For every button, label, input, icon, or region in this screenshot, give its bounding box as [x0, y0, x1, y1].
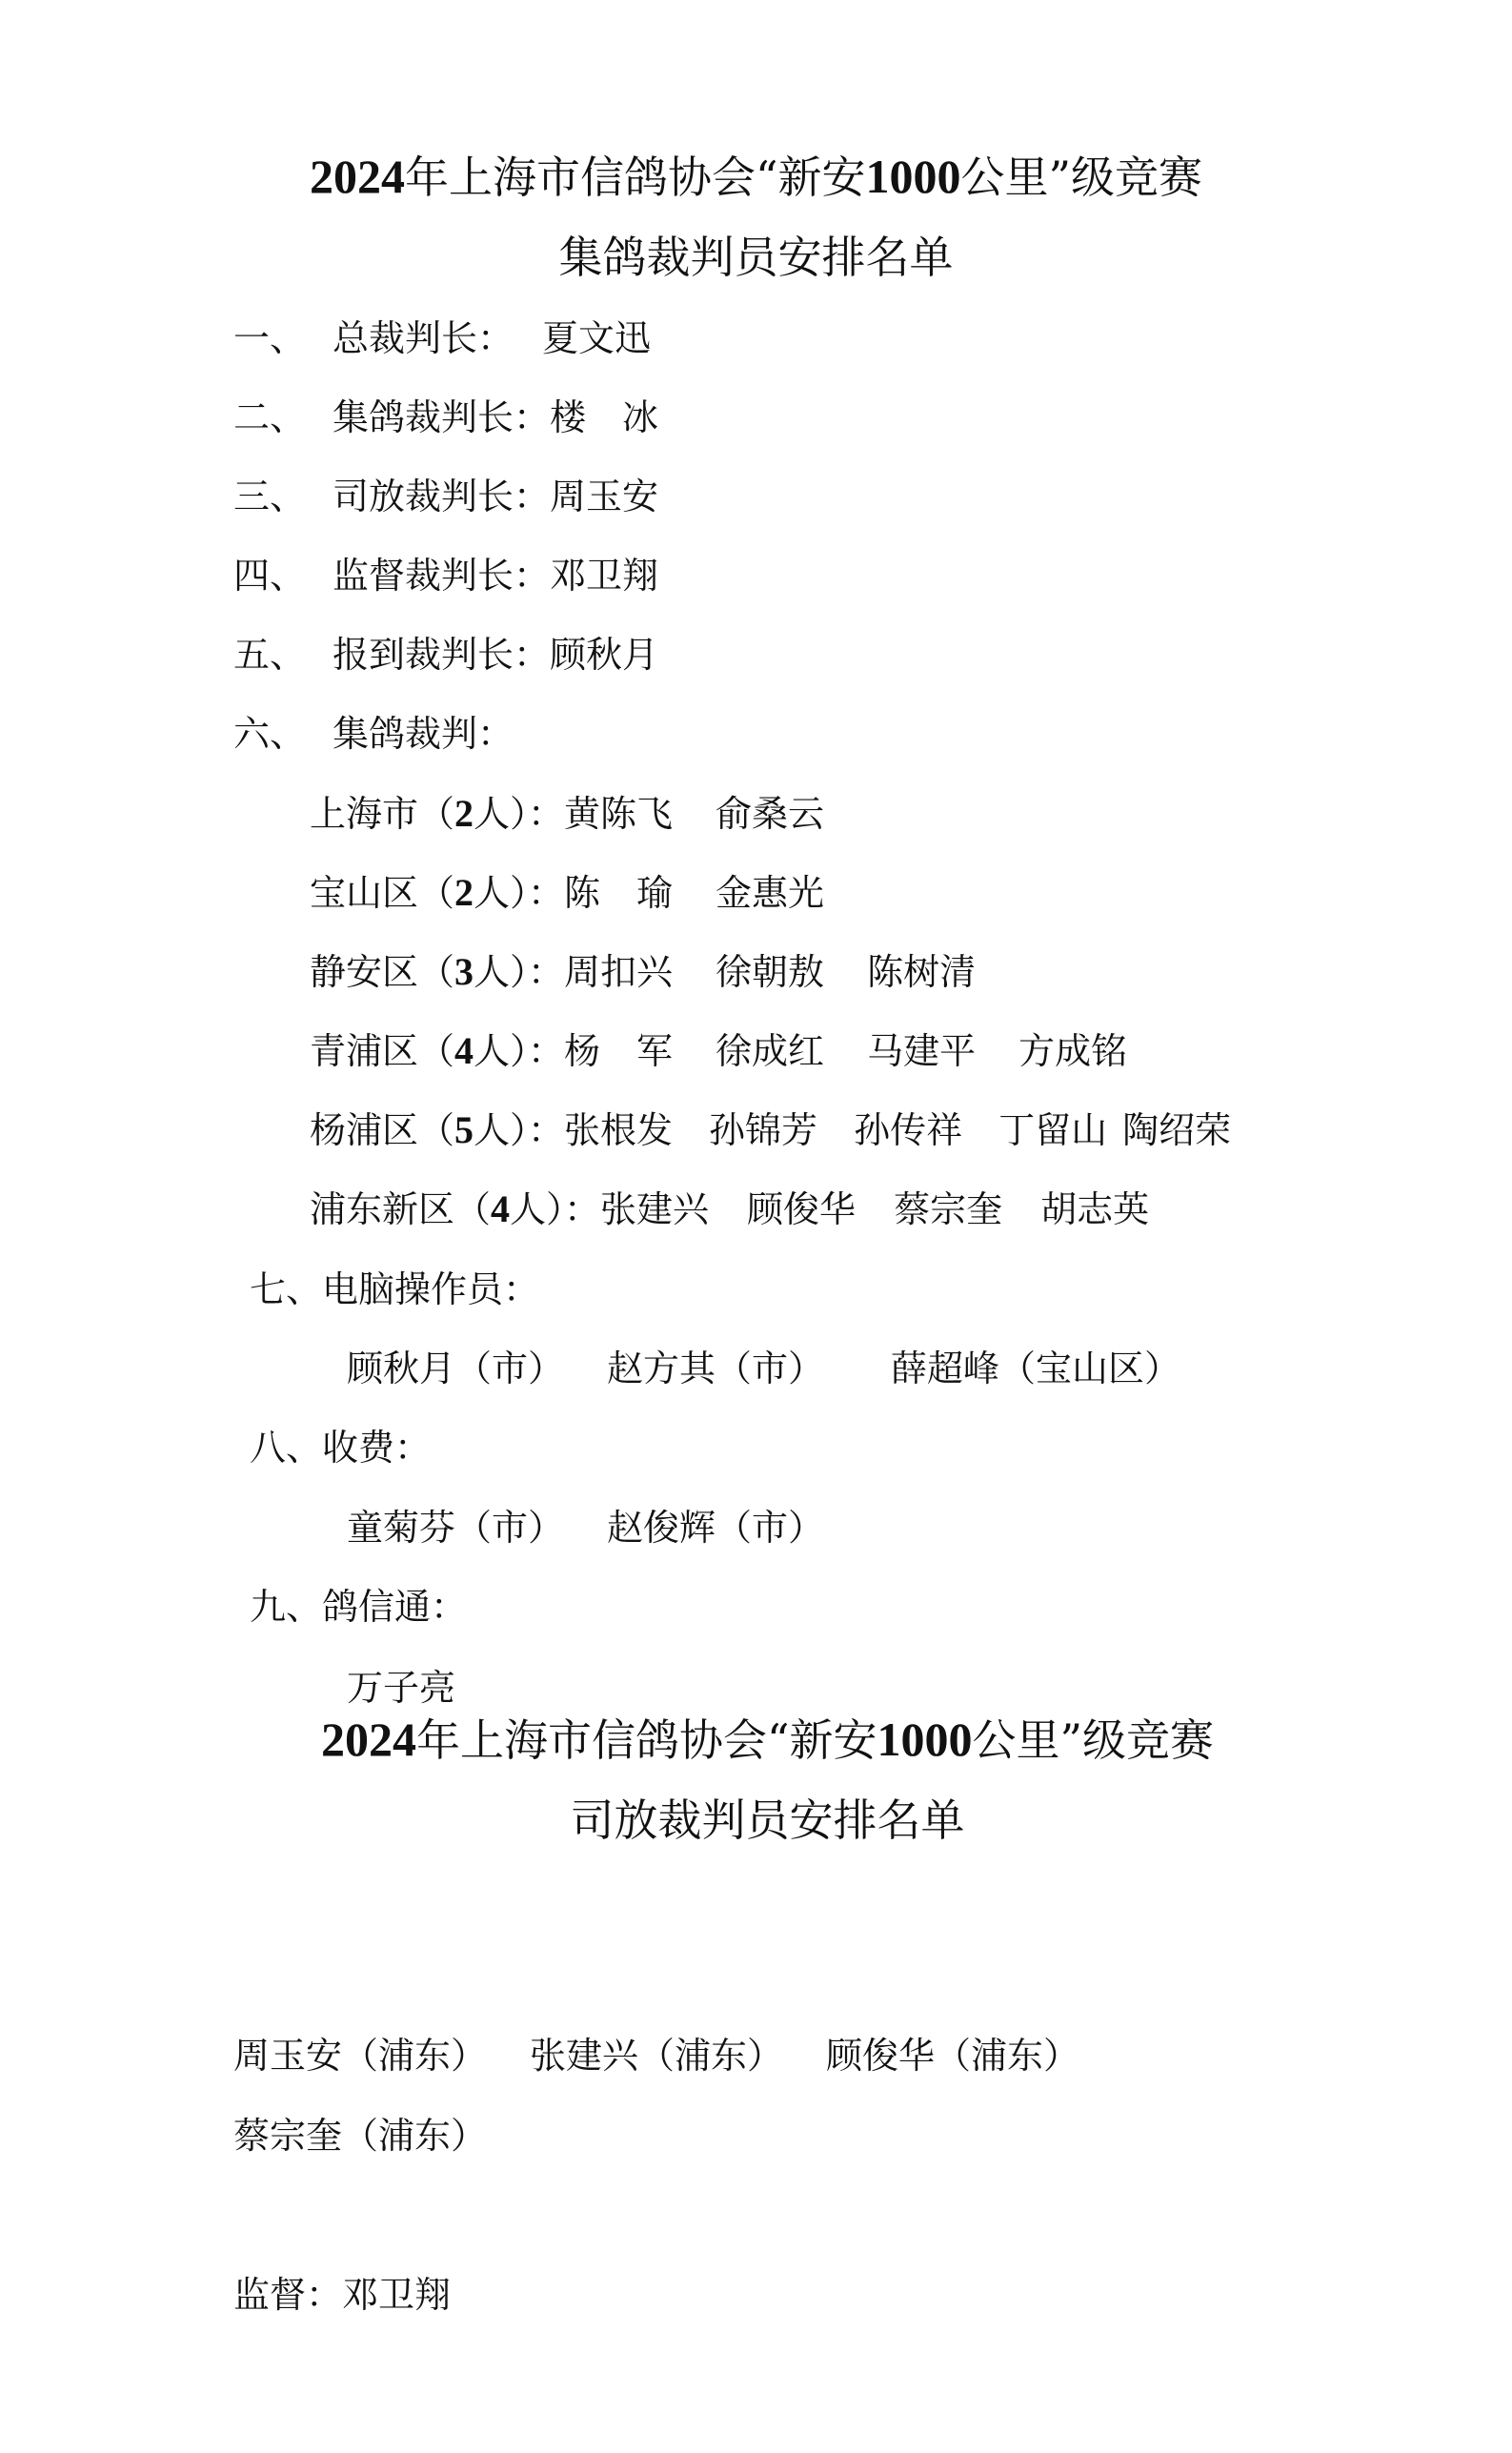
person: 孙锦芳 — [709, 1109, 818, 1151]
item-label: 报到裁判长： — [333, 634, 551, 676]
item-label: 总裁判长： — [333, 317, 514, 359]
item-chief-referee — [233, 314, 651, 362]
title-distance: 1000 — [865, 150, 961, 203]
person: 杨 军 — [564, 1030, 674, 1072]
district-unit: 人）： — [474, 1109, 565, 1151]
person: 方成铭 — [1018, 1030, 1128, 1072]
section1-subtitle: 集鸽裁判员安排名单 — [558, 232, 954, 283]
person: 徐成红 — [716, 1030, 825, 1072]
item-supervisor-chief — [233, 552, 658, 599]
release-row-2 — [233, 2112, 487, 2159]
person: 陶绍荣 — [1122, 1109, 1232, 1151]
item-index: 四、 — [233, 555, 307, 597]
item-label: 集鸽裁判： — [333, 713, 514, 755]
title-year: 2024 — [309, 150, 405, 203]
item-registration-chief — [233, 631, 658, 679]
computer-heading: 七、电脑操作员： — [250, 1268, 540, 1310]
person: 丁留山 — [998, 1109, 1108, 1151]
district-row — [310, 869, 824, 917]
district-count: 2 — [454, 792, 474, 835]
item-index: 二、 — [233, 396, 307, 438]
person: 张建兴 — [600, 1188, 710, 1230]
district-name: 青浦区（ — [310, 1030, 455, 1072]
person: 赵方其（市） — [607, 1348, 825, 1389]
district-row — [310, 790, 824, 838]
item-value: 楼 冰 — [550, 396, 659, 438]
title-distance: 1000 — [877, 1713, 973, 1766]
supervisor-line: 监督：邓卫翔 — [233, 2274, 452, 2316]
item-label: 集鸽裁判长： — [333, 396, 551, 438]
person: 张建兴（浦东） — [530, 2035, 784, 2077]
person: 陈树清 — [867, 951, 977, 993]
person: 蔡宗奎 — [894, 1188, 1003, 1230]
district-name: 静安区（ — [310, 951, 455, 993]
title-text-a: 年上海市信鸽协会“新安 — [415, 1714, 877, 1766]
district-unit: 人）： — [474, 872, 565, 914]
title-text-b: 公里”级竞赛 — [960, 152, 1203, 203]
person: 顾俊华（浦东） — [826, 2035, 1080, 2077]
person: 周扣兴 — [564, 951, 674, 993]
pigeon-row — [347, 1664, 455, 1712]
person: 陈 瑜 — [564, 872, 674, 914]
release-row-1 — [233, 2032, 1079, 2079]
district-count: 4 — [491, 1187, 511, 1230]
district-row — [310, 1186, 1149, 1233]
district-row — [310, 948, 976, 996]
fee-row — [347, 1504, 824, 1551]
district-name: 宝山区（ — [310, 872, 455, 914]
district-unit: 人）： — [474, 1030, 565, 1072]
item-index: 六、 — [233, 713, 307, 755]
title-text-b: 公里”级竞赛 — [972, 1714, 1215, 1766]
district-count: 2 — [454, 871, 474, 914]
computer-row — [347, 1345, 1180, 1392]
district-name: 浦东新区（ — [310, 1188, 492, 1230]
section1-title — [0, 148, 1512, 206]
person: 薛超峰（宝山区） — [891, 1348, 1181, 1389]
district-row — [310, 1027, 1127, 1075]
person: 张根发 — [564, 1109, 674, 1151]
item-label: 监督裁判长： — [333, 555, 551, 597]
district-unit: 人）： — [510, 1188, 601, 1230]
person: 顾俊华 — [747, 1188, 857, 1230]
section2-title — [11, 1711, 1512, 1769]
person: 胡志英 — [1040, 1188, 1150, 1230]
item-value: 周玉安 — [550, 476, 659, 517]
person: 童菊芬（市） — [347, 1507, 565, 1549]
item-release-chief — [233, 473, 658, 520]
district-row — [310, 1106, 1231, 1154]
district-count: 3 — [454, 950, 474, 993]
person: 周玉安（浦东） — [233, 2035, 488, 2077]
title-year: 2024 — [320, 1713, 416, 1766]
item-index: 三、 — [233, 476, 307, 517]
item-label: 司放裁判长： — [333, 476, 551, 517]
district-name: 杨浦区（ — [310, 1109, 455, 1151]
pigeon-heading: 九、鸽信通： — [250, 1586, 468, 1628]
person: 马建平 — [867, 1030, 977, 1072]
district-unit: 人）： — [474, 951, 565, 993]
person: 蔡宗奎（浦东） — [233, 2115, 488, 2157]
item-value: 顾秋月 — [550, 634, 659, 676]
person: 金惠光 — [716, 872, 825, 914]
district-count: 5 — [454, 1108, 474, 1151]
district-unit: 人）： — [474, 793, 565, 835]
item-value: 夏文迅 — [542, 317, 652, 359]
person: 俞桑云 — [716, 793, 825, 835]
item-collection-referees — [233, 710, 514, 758]
section2-subtitle: 司放裁判员安排名单 — [570, 1794, 965, 1846]
item-index: 五、 — [233, 634, 307, 676]
item-collection-chief — [233, 394, 658, 441]
person: 徐朝敖 — [716, 951, 825, 993]
fee-heading: 八、收费： — [250, 1427, 432, 1469]
district-name: 上海市（ — [310, 793, 455, 835]
person: 顾秋月（市） — [347, 1348, 565, 1389]
person: 万子亮 — [347, 1667, 456, 1709]
title-text-a: 年上海市信鸽协会“新安 — [404, 152, 866, 203]
item-index: 一、 — [233, 317, 307, 359]
person: 赵俊辉（市） — [607, 1507, 825, 1549]
district-count: 4 — [454, 1029, 474, 1072]
item-value: 邓卫翔 — [550, 555, 659, 597]
person: 黄陈飞 — [564, 793, 674, 835]
person: 孙传祥 — [854, 1109, 963, 1151]
